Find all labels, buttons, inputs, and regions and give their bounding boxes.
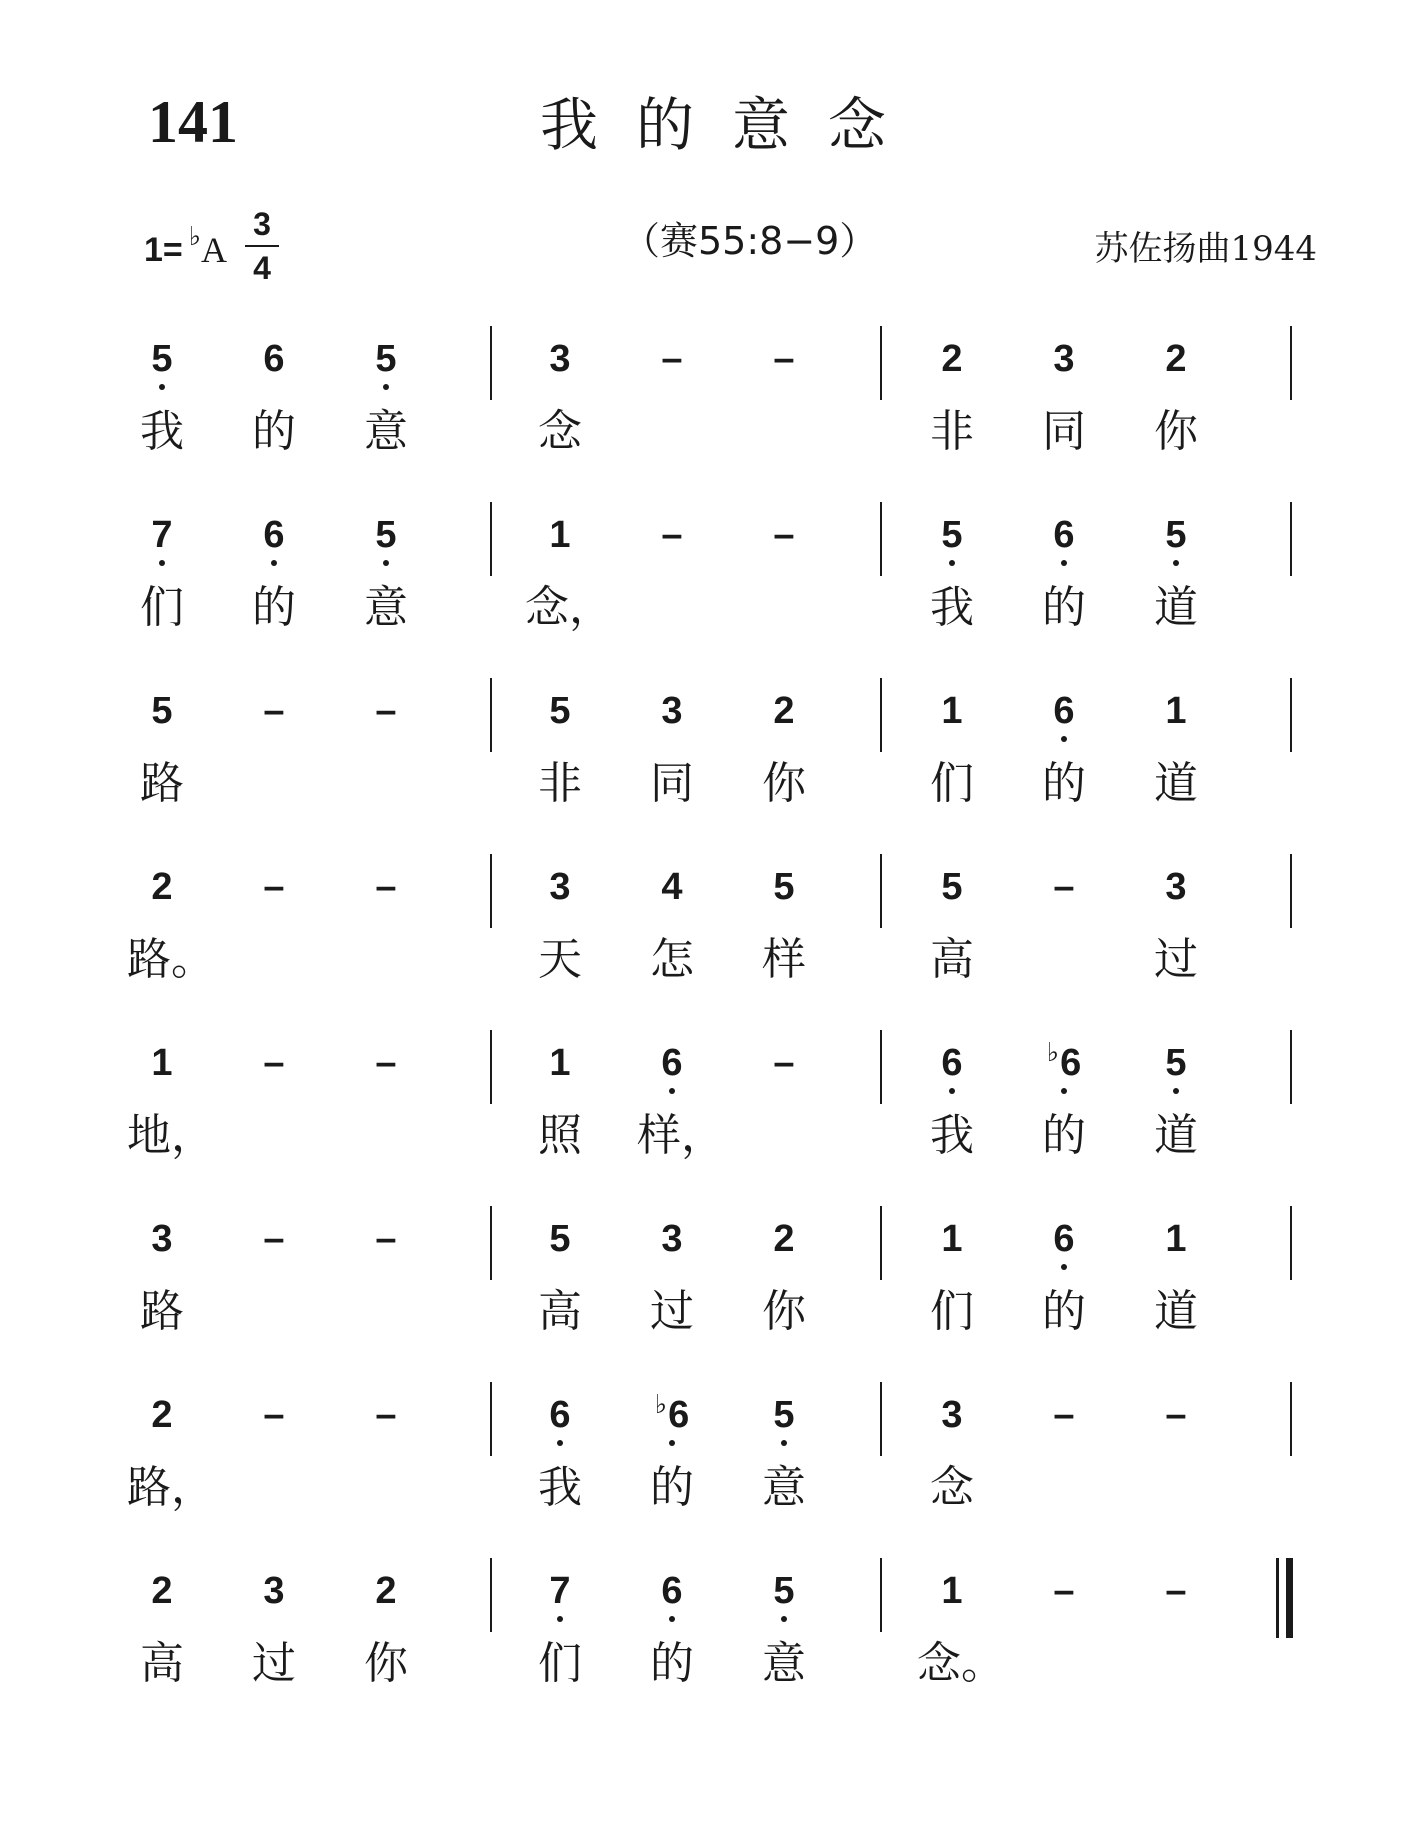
note bbox=[1146, 516, 1206, 554]
note bbox=[1146, 868, 1206, 906]
note-digit: 2 bbox=[151, 866, 173, 908]
barline bbox=[1290, 854, 1292, 928]
note-digit: 1 bbox=[941, 1570, 963, 1612]
lyric-syllable: 道 bbox=[1154, 1286, 1198, 1337]
note-digit: 2 bbox=[151, 1570, 173, 1612]
note bbox=[1146, 692, 1206, 730]
lyric-syllable: 你 bbox=[762, 1286, 806, 1337]
note-digit: – bbox=[1165, 1394, 1187, 1436]
lyric-syllable: 路， bbox=[127, 1462, 215, 1513]
barline bbox=[880, 326, 882, 400]
lyric-syllable: 过 bbox=[650, 1286, 694, 1337]
barline bbox=[490, 678, 492, 752]
note-extension-dash bbox=[642, 340, 702, 378]
note-digit: 5 bbox=[941, 866, 963, 908]
note-digit: 1 bbox=[1165, 1218, 1187, 1260]
note bbox=[132, 516, 192, 554]
note-digit: 5 bbox=[773, 1570, 795, 1612]
note-digit: 5 bbox=[773, 1394, 795, 1436]
note-digit: 2 bbox=[151, 1394, 173, 1436]
barline bbox=[880, 678, 882, 752]
note-digit: – bbox=[375, 1218, 397, 1260]
score-row bbox=[0, 1550, 1411, 1720]
lyric-syllable: 过 bbox=[1154, 934, 1198, 985]
lyric-syllable: 高 bbox=[538, 1286, 582, 1337]
barline bbox=[880, 502, 882, 576]
note-digit: 3 bbox=[1165, 866, 1187, 908]
note-digit: – bbox=[375, 1394, 397, 1436]
lyric-syllable: 意 bbox=[364, 406, 408, 457]
note-digit: 6 bbox=[668, 1394, 690, 1436]
note bbox=[132, 340, 192, 378]
barline bbox=[490, 1206, 492, 1280]
note bbox=[642, 868, 702, 906]
lyric-syllable: 照 bbox=[538, 1110, 582, 1161]
note bbox=[922, 1572, 982, 1610]
lyric-syllable: 地， bbox=[127, 1110, 215, 1161]
note bbox=[132, 692, 192, 730]
lyric-syllable: 样 bbox=[762, 934, 806, 985]
lyric-syllable: 道 bbox=[1154, 1110, 1198, 1161]
note-digit: – bbox=[773, 514, 795, 556]
note bbox=[922, 340, 982, 378]
lyric-syllable: 路。 bbox=[127, 934, 215, 985]
note-digit: – bbox=[1053, 1570, 1075, 1612]
note-extension-dash bbox=[356, 1220, 416, 1258]
lyric-syllable: 道 bbox=[1154, 582, 1198, 633]
note-digit: – bbox=[773, 338, 795, 380]
lyric-syllable: 意 bbox=[762, 1638, 806, 1689]
note-digit: 6 bbox=[1060, 1042, 1082, 1084]
barline bbox=[880, 854, 882, 928]
scripture-reference: （赛55:8−9） bbox=[622, 219, 878, 263]
note-extension-dash bbox=[244, 1044, 304, 1082]
barline bbox=[490, 502, 492, 576]
note-digit: 6 bbox=[549, 1394, 571, 1436]
lyric-syllable: 念 bbox=[538, 406, 582, 457]
lyric-syllable: 非 bbox=[930, 406, 974, 457]
note bbox=[530, 340, 590, 378]
lyric-syllable: 的 bbox=[252, 582, 296, 633]
note bbox=[642, 1389, 702, 1436]
lyric-syllable: 们 bbox=[930, 1286, 974, 1337]
lyric-syllable: 念， bbox=[525, 582, 613, 633]
note-digit: 5 bbox=[1165, 514, 1187, 556]
note-extension-dash bbox=[356, 1044, 416, 1082]
flat-sign: ♭ bbox=[188, 221, 202, 251]
note-extension-dash bbox=[1146, 1572, 1206, 1610]
note-extension-dash bbox=[754, 340, 814, 378]
composer-credit: 苏佐扬曲1944 bbox=[1094, 229, 1317, 269]
lyric-syllable: 们 bbox=[538, 1638, 582, 1689]
note bbox=[642, 1572, 702, 1610]
note-extension-dash bbox=[244, 1396, 304, 1434]
lyric-syllable: 非 bbox=[538, 758, 582, 809]
note-digit: 3 bbox=[549, 866, 571, 908]
final-barline-thick bbox=[1286, 1558, 1293, 1638]
note bbox=[530, 1572, 590, 1610]
lyric-syllable: 的 bbox=[1042, 1286, 1086, 1337]
lyric-syllable: 同 bbox=[650, 758, 694, 809]
note bbox=[244, 516, 304, 554]
note bbox=[1146, 1044, 1206, 1082]
lyric-syllable: 你 bbox=[364, 1638, 408, 1689]
lyric-syllable: 念 bbox=[930, 1462, 974, 1513]
lyric-syllable: 意 bbox=[762, 1462, 806, 1513]
note-extension-dash bbox=[1034, 1572, 1094, 1610]
note-digit: – bbox=[773, 1042, 795, 1084]
note bbox=[922, 516, 982, 554]
note-digit: – bbox=[375, 690, 397, 732]
lyric-syllable: 高 bbox=[140, 1638, 184, 1689]
note-digit: 1 bbox=[549, 514, 571, 556]
note-digit: 4 bbox=[661, 866, 683, 908]
final-barline-thin bbox=[1276, 1558, 1279, 1638]
lyric-syllable: 天 bbox=[538, 934, 582, 985]
note bbox=[530, 692, 590, 730]
note bbox=[922, 1044, 982, 1082]
time-signature-top: 3 bbox=[253, 206, 271, 242]
note bbox=[754, 868, 814, 906]
lyric-syllable: 念。 bbox=[917, 1638, 1005, 1689]
barline bbox=[490, 1382, 492, 1456]
note-extension-dash bbox=[244, 1220, 304, 1258]
barline bbox=[880, 1206, 882, 1280]
lyric-syllable: 我 bbox=[930, 1110, 974, 1161]
note-digit: – bbox=[263, 1042, 285, 1084]
note-digit: 5 bbox=[151, 690, 173, 732]
note-digit: 1 bbox=[549, 1042, 571, 1084]
lyric-syllable: 的 bbox=[1042, 582, 1086, 633]
note-digit: 1 bbox=[941, 1218, 963, 1260]
note-digit: 3 bbox=[661, 1218, 683, 1260]
barline bbox=[1290, 1382, 1292, 1456]
note bbox=[1146, 1220, 1206, 1258]
note-extension-dash bbox=[1146, 1396, 1206, 1434]
note-digit: 1 bbox=[151, 1042, 173, 1084]
note-digit: – bbox=[375, 866, 397, 908]
lyric-syllable: 样， bbox=[637, 1110, 725, 1161]
lyric-syllable: 我 bbox=[140, 406, 184, 457]
note bbox=[1034, 692, 1094, 730]
lyric-syllable: 过 bbox=[252, 1638, 296, 1689]
note-digit: 2 bbox=[941, 338, 963, 380]
score-row bbox=[0, 494, 1411, 664]
note bbox=[132, 1396, 192, 1434]
lyric-syllable: 道 bbox=[1154, 758, 1198, 809]
barline bbox=[1290, 1206, 1292, 1280]
note bbox=[922, 1396, 982, 1434]
score-row bbox=[0, 1198, 1411, 1368]
barline bbox=[1290, 326, 1292, 400]
note-digit: 6 bbox=[263, 514, 285, 556]
note-extension-dash bbox=[356, 1396, 416, 1434]
note-extension-dash bbox=[244, 868, 304, 906]
note-digit: – bbox=[661, 514, 683, 556]
barline bbox=[1290, 502, 1292, 576]
barline bbox=[490, 854, 492, 928]
barline bbox=[490, 326, 492, 400]
lyric-syllable: 怎 bbox=[650, 934, 694, 985]
note-digit: 3 bbox=[661, 690, 683, 732]
note bbox=[1034, 1220, 1094, 1258]
note bbox=[922, 1220, 982, 1258]
note bbox=[642, 692, 702, 730]
time-signature-bottom: 4 bbox=[253, 250, 271, 286]
note-digit: 5 bbox=[549, 1218, 571, 1260]
note-digit: 3 bbox=[263, 1570, 285, 1612]
note bbox=[754, 692, 814, 730]
note-digit: 2 bbox=[773, 690, 795, 732]
note bbox=[530, 1396, 590, 1434]
lyric-syllable: 你 bbox=[762, 758, 806, 809]
flat-accidental: ♭ bbox=[1046, 1037, 1060, 1067]
lyric-syllable: 们 bbox=[930, 758, 974, 809]
note bbox=[642, 1044, 702, 1082]
note bbox=[530, 1044, 590, 1082]
note-digit: 3 bbox=[151, 1218, 173, 1260]
score-row bbox=[0, 670, 1411, 840]
note bbox=[132, 1572, 192, 1610]
note bbox=[244, 1572, 304, 1610]
note-digit: 2 bbox=[773, 1218, 795, 1260]
note-digit: 1 bbox=[1165, 690, 1187, 732]
barline bbox=[490, 1558, 492, 1632]
note-digit: – bbox=[263, 866, 285, 908]
note-digit: 1 bbox=[941, 690, 963, 732]
note-digit: – bbox=[1165, 1570, 1187, 1612]
note-digit: 5 bbox=[773, 866, 795, 908]
lyric-syllable: 们 bbox=[140, 582, 184, 633]
note-digit: 5 bbox=[941, 514, 963, 556]
note-digit: 6 bbox=[661, 1570, 683, 1612]
lyric-syllable: 路 bbox=[140, 1286, 184, 1337]
note bbox=[132, 868, 192, 906]
note bbox=[1034, 516, 1094, 554]
score-row bbox=[0, 1374, 1411, 1544]
lyric-syllable: 的 bbox=[650, 1638, 694, 1689]
note-digit: 2 bbox=[1165, 338, 1187, 380]
note bbox=[244, 340, 304, 378]
note-digit: 6 bbox=[661, 1042, 683, 1084]
note bbox=[754, 1572, 814, 1610]
note-digit: 6 bbox=[1053, 1218, 1075, 1260]
note-digit: – bbox=[1053, 866, 1075, 908]
hymn-number: 141 bbox=[148, 89, 238, 155]
score-row bbox=[0, 318, 1411, 488]
note bbox=[754, 1396, 814, 1434]
barline bbox=[1290, 1030, 1292, 1104]
note bbox=[1034, 1037, 1094, 1084]
note-digit: 3 bbox=[549, 338, 571, 380]
lyric-syllable: 的 bbox=[1042, 1110, 1086, 1161]
barline bbox=[880, 1558, 882, 1632]
note-digit: 5 bbox=[1165, 1042, 1187, 1084]
note-digit: 6 bbox=[1053, 690, 1075, 732]
note-digit: 5 bbox=[549, 690, 571, 732]
note-digit: – bbox=[375, 1042, 397, 1084]
lyric-syllable: 路 bbox=[140, 758, 184, 809]
barline bbox=[490, 1030, 492, 1104]
note-digit: 6 bbox=[941, 1042, 963, 1084]
key-prefix: 1= bbox=[144, 231, 183, 269]
note-extension-dash bbox=[642, 516, 702, 554]
note bbox=[530, 516, 590, 554]
note-digit: 5 bbox=[375, 338, 397, 380]
note-digit: 3 bbox=[941, 1394, 963, 1436]
lyric-syllable: 意 bbox=[364, 582, 408, 633]
note-digit: – bbox=[1053, 1394, 1075, 1436]
lyric-syllable: 的 bbox=[252, 406, 296, 457]
barline bbox=[880, 1030, 882, 1104]
note bbox=[922, 868, 982, 906]
note-extension-dash bbox=[356, 692, 416, 730]
note-digit: 6 bbox=[263, 338, 285, 380]
note-digit: – bbox=[263, 690, 285, 732]
note-extension-dash bbox=[1034, 868, 1094, 906]
note bbox=[132, 1220, 192, 1258]
lyric-syllable: 的 bbox=[650, 1462, 694, 1513]
note-digit: 7 bbox=[549, 1570, 571, 1612]
note bbox=[1034, 340, 1094, 378]
note-digit: 3 bbox=[1053, 338, 1075, 380]
flat-accidental: ♭ bbox=[654, 1389, 668, 1419]
note bbox=[356, 516, 416, 554]
note-digit: – bbox=[263, 1394, 285, 1436]
note bbox=[356, 340, 416, 378]
barline bbox=[880, 1382, 882, 1456]
lyric-syllable: 同 bbox=[1042, 406, 1086, 457]
key-letter: A bbox=[201, 230, 228, 270]
lyric-syllable: 你 bbox=[1154, 406, 1198, 457]
lyric-syllable: 我 bbox=[538, 1462, 582, 1513]
note bbox=[530, 868, 590, 906]
lyric-syllable: 的 bbox=[1042, 758, 1086, 809]
note bbox=[356, 1572, 416, 1610]
note-extension-dash bbox=[754, 516, 814, 554]
note-extension-dash bbox=[356, 868, 416, 906]
lyric-syllable: 高 bbox=[930, 934, 974, 985]
note-extension-dash bbox=[1034, 1396, 1094, 1434]
note-digit: 7 bbox=[151, 514, 173, 556]
score-row bbox=[0, 846, 1411, 1016]
lyric-syllable: 我 bbox=[930, 582, 974, 633]
note-extension-dash bbox=[754, 1044, 814, 1082]
note bbox=[132, 1044, 192, 1082]
note bbox=[922, 692, 982, 730]
note-digit: – bbox=[661, 338, 683, 380]
note-digit: 5 bbox=[151, 338, 173, 380]
note-digit: 5 bbox=[375, 514, 397, 556]
score-row bbox=[0, 1022, 1411, 1192]
note-digit: 6 bbox=[1053, 514, 1075, 556]
note bbox=[530, 1220, 590, 1258]
barline bbox=[1290, 678, 1292, 752]
note bbox=[754, 1220, 814, 1258]
note bbox=[1146, 340, 1206, 378]
hymn-title: 我的意念 bbox=[540, 91, 925, 159]
note bbox=[642, 1220, 702, 1258]
note-digit: – bbox=[263, 1218, 285, 1260]
note-digit: 2 bbox=[375, 1570, 397, 1612]
note-extension-dash bbox=[244, 692, 304, 730]
